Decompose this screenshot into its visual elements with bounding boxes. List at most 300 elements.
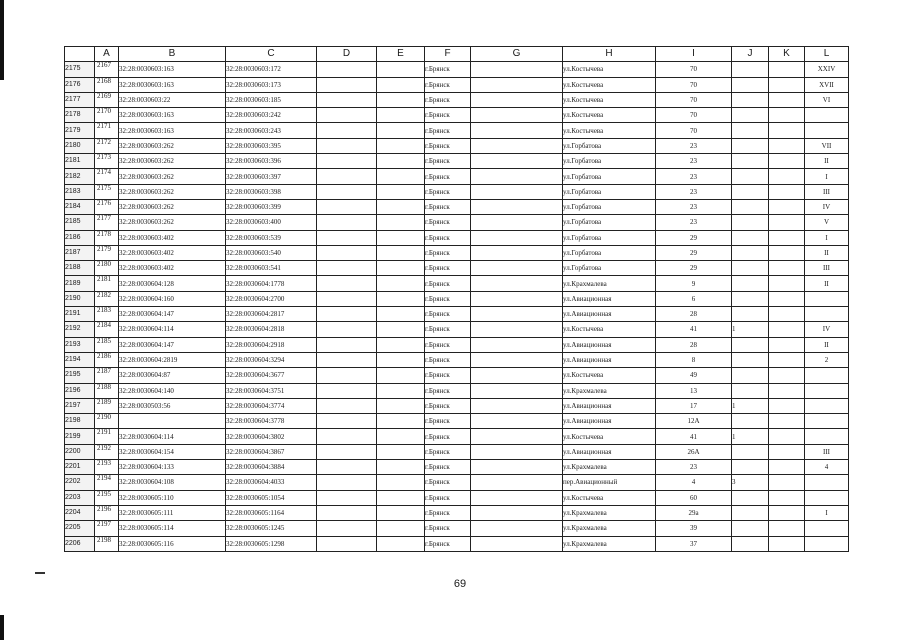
cell-k: [769, 291, 805, 306]
cell-c: 32:28:0030604:4033: [226, 475, 317, 490]
cell-e: [377, 245, 425, 260]
cell-j: [732, 138, 769, 153]
row-number: 2198: [65, 414, 95, 429]
cell-b: 32:28:0030605:111: [119, 505, 226, 520]
cell-j: [732, 383, 769, 398]
cell-e: [377, 337, 425, 352]
cell-b: 32:28:0030604:108: [119, 475, 226, 490]
cell-b: 32:28:0030603:22: [119, 92, 226, 107]
page-number: 69: [453, 578, 467, 590]
row-number: 2199: [65, 429, 95, 444]
cell-f: г.Брянск: [425, 291, 471, 306]
table-row: [65, 352, 849, 367]
cell-e: [377, 460, 425, 475]
cell-f: г.Брянск: [425, 123, 471, 138]
cell-d: [317, 169, 377, 184]
cell-c: 32:28:0030603:400: [226, 215, 317, 230]
cell-h: ул.Крахмалева: [563, 521, 656, 536]
cell-c: 32:28:0030603:173: [226, 77, 317, 92]
cell-i: 70: [656, 108, 732, 123]
cell-a: [95, 138, 119, 153]
cell-c: 32:28:0030604:3867: [226, 444, 317, 459]
table-row: [65, 108, 849, 123]
cell-a-value: 2182: [97, 291, 111, 299]
table-row: [65, 77, 849, 92]
cell-i: 28: [656, 307, 732, 322]
cell-a: [95, 398, 119, 413]
cell-k: [769, 429, 805, 444]
table-row: [65, 184, 849, 199]
cell-j: 1: [732, 429, 769, 444]
cell-f: г.Брянск: [425, 199, 471, 214]
row-number: 2185: [65, 215, 95, 230]
cell-c: 32:28:0030603:397: [226, 169, 317, 184]
cell-l: VII: [805, 138, 849, 153]
cell-i: 23: [656, 460, 732, 475]
cell-f: г.Брянск: [425, 521, 471, 536]
cell-f: г.Брянск: [425, 490, 471, 505]
cell-k: [769, 536, 805, 551]
cell-a-value: 2194: [97, 474, 111, 483]
cell-i: 23: [656, 138, 732, 153]
cell-i: 29: [656, 261, 732, 276]
cell-b: 32:28:0030605:110: [119, 490, 226, 505]
cell-c: 32:28:0030603:539: [226, 230, 317, 245]
cell-c: 32:28:0030604:3884: [226, 460, 317, 475]
spreadsheet-printout: [64, 46, 849, 552]
row-number: 2176: [65, 77, 95, 92]
cell-j: [732, 230, 769, 245]
cell-a: [95, 337, 119, 352]
cell-d: [317, 123, 377, 138]
cell-k: [769, 215, 805, 230]
cell-j: [732, 536, 769, 551]
cell-h: ул.Костычева: [563, 322, 656, 337]
cell-d: [317, 460, 377, 475]
cell-a: [95, 307, 119, 322]
column-header-h: H: [563, 47, 656, 62]
cell-i: 28: [656, 337, 732, 352]
row-number: 2179: [65, 123, 95, 138]
cell-b: 32:28:0030604:160: [119, 291, 226, 306]
cell-g: [471, 521, 563, 536]
cell-j: [732, 337, 769, 352]
row-number: 2187: [65, 245, 95, 260]
cell-d: [317, 444, 377, 459]
cell-a: [95, 245, 119, 260]
cell-i: 17: [656, 398, 732, 413]
cell-a: [95, 261, 119, 276]
cell-f: г.Брянск: [425, 414, 471, 429]
row-number: 2190: [65, 291, 95, 306]
cell-a: [95, 505, 119, 520]
row-number: 2201: [65, 460, 95, 475]
cell-h: ул.Крахмалева: [563, 383, 656, 398]
cell-d: [317, 108, 377, 123]
cell-l: [805, 475, 849, 490]
cell-j: [732, 123, 769, 138]
cell-f: г.Брянск: [425, 169, 471, 184]
cell-l: II: [805, 276, 849, 291]
cell-j: [732, 77, 769, 92]
cell-k: [769, 368, 805, 383]
cell-j: 3: [732, 475, 769, 490]
cell-d: [317, 307, 377, 322]
corner-cell: [65, 47, 95, 62]
cell-a-value: 2183: [97, 306, 111, 315]
cell-h: ул.Крахмалева: [563, 460, 656, 475]
cell-f: г.Брянск: [425, 77, 471, 92]
cell-d: [317, 215, 377, 230]
cell-k: [769, 444, 805, 459]
cell-j: [732, 307, 769, 322]
cell-f: г.Брянск: [425, 261, 471, 276]
cell-f: г.Брянск: [425, 307, 471, 322]
cell-b: 32:28:0030604:147: [119, 337, 226, 352]
row-number: 2200: [65, 444, 95, 459]
cell-g: [471, 368, 563, 383]
cell-l: I: [805, 230, 849, 245]
table-row: [65, 261, 849, 276]
cell-c: 32:28:0030603:242: [226, 108, 317, 123]
cell-g: [471, 460, 563, 475]
cell-l: II: [805, 154, 849, 169]
cell-i: 6: [656, 291, 732, 306]
cell-a: [95, 521, 119, 536]
cell-a: [95, 230, 119, 245]
cell-c: 32:28:0030604:2817: [226, 307, 317, 322]
row-number: 2175: [65, 62, 95, 77]
table-row: [65, 245, 849, 260]
cell-h: ул.Горбатова: [563, 199, 656, 214]
cell-c: 32:28:0030603:185: [226, 92, 317, 107]
cell-h: ул.Горбатова: [563, 215, 656, 230]
cell-e: [377, 62, 425, 77]
table-row: [65, 291, 849, 306]
cell-g: [471, 154, 563, 169]
cell-f: г.Брянск: [425, 505, 471, 520]
cell-e: [377, 398, 425, 413]
cell-g: [471, 307, 563, 322]
cell-b: 32:28:0030603:163: [119, 62, 226, 77]
row-number: 2189: [65, 276, 95, 291]
table-row: [65, 368, 849, 383]
cell-h: ул.Горбатова: [563, 230, 656, 245]
cell-e: [377, 92, 425, 107]
cell-h: ул.Горбатова: [563, 184, 656, 199]
cell-i: 60: [656, 490, 732, 505]
cell-h: ул.Авиационная: [563, 444, 656, 459]
cell-a-value: 2181: [97, 275, 111, 284]
cell-g: [471, 352, 563, 367]
row-number: 2192: [65, 322, 95, 337]
cell-d: [317, 184, 377, 199]
cell-c: 32:28:0030604:3751: [226, 383, 317, 398]
cell-l: [805, 490, 849, 505]
cell-d: [317, 383, 377, 398]
table-row: [65, 123, 849, 138]
cell-d: [317, 414, 377, 429]
cell-b: 32:28:0030604:114: [119, 429, 226, 444]
row-number: 2196: [65, 383, 95, 398]
cell-a-value: 2184: [97, 321, 111, 330]
cell-c: 32:28:0030604:1778: [226, 276, 317, 291]
cell-a-value: 2178: [97, 230, 111, 238]
cell-l: [805, 414, 849, 429]
cell-e: [377, 414, 425, 429]
cell-f: г.Брянск: [425, 352, 471, 367]
column-header-b: B: [119, 47, 226, 62]
cell-g: [471, 92, 563, 107]
cell-a-value: 2195: [97, 490, 111, 498]
cell-b: 32:28:0030604:114: [119, 322, 226, 337]
cell-g: [471, 475, 563, 490]
table-row: [65, 475, 849, 490]
data-table: [64, 46, 849, 552]
cell-c: 32:28:0030603:398: [226, 184, 317, 199]
cell-a: [95, 77, 119, 92]
table-row: [65, 230, 849, 245]
cell-e: [377, 77, 425, 92]
cell-a-value: 2187: [97, 367, 111, 376]
cell-c: 32:28:0030604:3677: [226, 368, 317, 383]
cell-h: ул.Авиационная: [563, 291, 656, 306]
cell-a-value: 2189: [97, 398, 111, 406]
cell-a: [95, 460, 119, 475]
cell-g: [471, 138, 563, 153]
cell-d: [317, 352, 377, 367]
cell-d: [317, 475, 377, 490]
cell-c: 32:28:0030604:3774: [226, 398, 317, 413]
scan-edge-mark: [0, 615, 4, 640]
cell-e: [377, 138, 425, 153]
cell-h: ул.Крахмалева: [563, 276, 656, 291]
cell-b: 32:28:0030605:116: [119, 536, 226, 551]
cell-g: [471, 184, 563, 199]
cell-i: 70: [656, 62, 732, 77]
row-number: 2184: [65, 199, 95, 214]
cell-h: ул.Крахмалева: [563, 536, 656, 551]
cell-h: пер.Авиационный: [563, 475, 656, 490]
table-row: [65, 199, 849, 214]
cell-k: [769, 245, 805, 260]
cell-h: ул.Авиационная: [563, 352, 656, 367]
cell-l: I: [805, 169, 849, 184]
cell-l: III: [805, 444, 849, 459]
cell-g: [471, 123, 563, 138]
cell-h: ул.Костычева: [563, 123, 656, 138]
cell-j: [732, 521, 769, 536]
cell-f: г.Брянск: [425, 398, 471, 413]
cell-e: [377, 383, 425, 398]
cell-e: [377, 490, 425, 505]
cell-i: 29: [656, 230, 732, 245]
cell-b: 32:28:0030603:163: [119, 123, 226, 138]
cell-j: [732, 199, 769, 214]
cell-k: [769, 108, 805, 123]
cell-i: 12А: [656, 414, 732, 429]
table-row: [65, 536, 849, 551]
table-row: [65, 383, 849, 398]
cell-i: 41: [656, 429, 732, 444]
cell-e: [377, 352, 425, 367]
table-row: [65, 490, 849, 505]
cell-d: [317, 337, 377, 352]
cell-d: [317, 490, 377, 505]
cell-c: 32:28:0030604:2818: [226, 322, 317, 337]
cell-b: 32:28:0030604:2819: [119, 352, 226, 367]
cell-a: [95, 169, 119, 184]
cell-i: 13: [656, 383, 732, 398]
cell-h: ул.Костычева: [563, 490, 656, 505]
cell-l: 4: [805, 460, 849, 475]
cell-d: [317, 368, 377, 383]
cell-e: [377, 108, 425, 123]
cell-h: ул.Горбатова: [563, 154, 656, 169]
cell-a: [95, 322, 119, 337]
cell-l: [805, 429, 849, 444]
cell-a-value: 2179: [97, 245, 111, 253]
cell-k: [769, 77, 805, 92]
cell-g: [471, 398, 563, 413]
cell-e: [377, 505, 425, 520]
cell-l: [805, 123, 849, 138]
cell-d: [317, 322, 377, 337]
cell-i: 70: [656, 77, 732, 92]
cell-e: [377, 169, 425, 184]
cell-f: г.Брянск: [425, 368, 471, 383]
cell-k: [769, 92, 805, 107]
cell-e: [377, 276, 425, 291]
cell-k: [769, 337, 805, 352]
cell-a: [95, 123, 119, 138]
cell-f: г.Брянск: [425, 276, 471, 291]
cell-k: [769, 383, 805, 398]
cell-e: [377, 322, 425, 337]
column-header-l: L: [805, 47, 849, 62]
cell-d: [317, 154, 377, 169]
table-row: [65, 414, 849, 429]
table-row: [65, 521, 849, 536]
cell-j: [732, 215, 769, 230]
cell-c: 32:28:0030604:3802: [226, 429, 317, 444]
cell-b: 32:28:0030605:114: [119, 521, 226, 536]
cell-k: [769, 261, 805, 276]
cell-i: 70: [656, 123, 732, 138]
cell-j: [732, 352, 769, 367]
cell-i: 29а: [656, 505, 732, 520]
cell-j: 1: [732, 398, 769, 413]
row-number: 2197: [65, 398, 95, 413]
cell-b: 32:28:0030603:402: [119, 261, 226, 276]
table-row: [65, 429, 849, 444]
cell-i: 23: [656, 184, 732, 199]
cell-i: 23: [656, 215, 732, 230]
cell-d: [317, 199, 377, 214]
cell-h: ул.Горбатова: [563, 169, 656, 184]
row-number: 2193: [65, 337, 95, 352]
cell-g: [471, 337, 563, 352]
cell-b: [119, 414, 226, 429]
cell-k: [769, 475, 805, 490]
table-row: [65, 276, 849, 291]
cell-i: 39: [656, 521, 732, 536]
row-number: 2182: [65, 169, 95, 184]
cell-a: [95, 92, 119, 107]
cell-f: г.Брянск: [425, 245, 471, 260]
cell-k: [769, 184, 805, 199]
row-number: 2203: [65, 490, 95, 505]
cell-f: г.Брянск: [425, 230, 471, 245]
cell-c: 32:28:0030604:2700: [226, 291, 317, 306]
cell-k: [769, 199, 805, 214]
cell-j: [732, 276, 769, 291]
cell-l: [805, 398, 849, 413]
cell-g: [471, 245, 563, 260]
table-row: [65, 92, 849, 107]
cell-k: [769, 62, 805, 77]
cell-f: г.Брянск: [425, 337, 471, 352]
cell-g: [471, 536, 563, 551]
cell-g: [471, 77, 563, 92]
cell-a: [95, 215, 119, 230]
cell-k: [769, 322, 805, 337]
cell-a: [95, 352, 119, 367]
cell-h: ул.Авиационная: [563, 337, 656, 352]
cell-i: 23: [656, 169, 732, 184]
cell-f: г.Брянск: [425, 138, 471, 153]
cell-a: [95, 108, 119, 123]
cell-b: 32:28:0030604:128: [119, 276, 226, 291]
cell-l: XVII: [805, 77, 849, 92]
cell-e: [377, 291, 425, 306]
cell-g: [471, 490, 563, 505]
cell-l: [805, 521, 849, 536]
row-number: 2194: [65, 352, 95, 367]
table-body: [65, 62, 849, 552]
cell-c: 32:28:0030604:3778: [226, 414, 317, 429]
cell-j: [732, 490, 769, 505]
table-row: [65, 169, 849, 184]
cell-a-value: 2180: [97, 260, 111, 269]
cell-b: 32:28:0030603:262: [119, 154, 226, 169]
cell-k: [769, 276, 805, 291]
cell-c: 32:28:0030603:172: [226, 62, 317, 77]
cell-b: 32:28:0030603:163: [119, 108, 226, 123]
cell-f: г.Брянск: [425, 215, 471, 230]
row-number: 2177: [65, 92, 95, 107]
cell-b: 32:28:0030603:262: [119, 169, 226, 184]
cell-d: [317, 77, 377, 92]
cell-g: [471, 169, 563, 184]
cell-a-value: 2169: [97, 92, 111, 100]
cell-e: [377, 475, 425, 490]
cell-d: [317, 521, 377, 536]
cell-e: [377, 154, 425, 169]
cell-j: [732, 261, 769, 276]
cell-d: [317, 245, 377, 260]
cell-l: 2: [805, 352, 849, 367]
row-number: 2178: [65, 108, 95, 123]
cell-f: г.Брянск: [425, 62, 471, 77]
cell-d: [317, 62, 377, 77]
cell-h: ул.Костычева: [563, 77, 656, 92]
cell-k: [769, 460, 805, 475]
cell-g: [471, 383, 563, 398]
cell-a-value: 2196: [97, 505, 111, 513]
cell-a: [95, 414, 119, 429]
cell-h: ул.Костычева: [563, 368, 656, 383]
